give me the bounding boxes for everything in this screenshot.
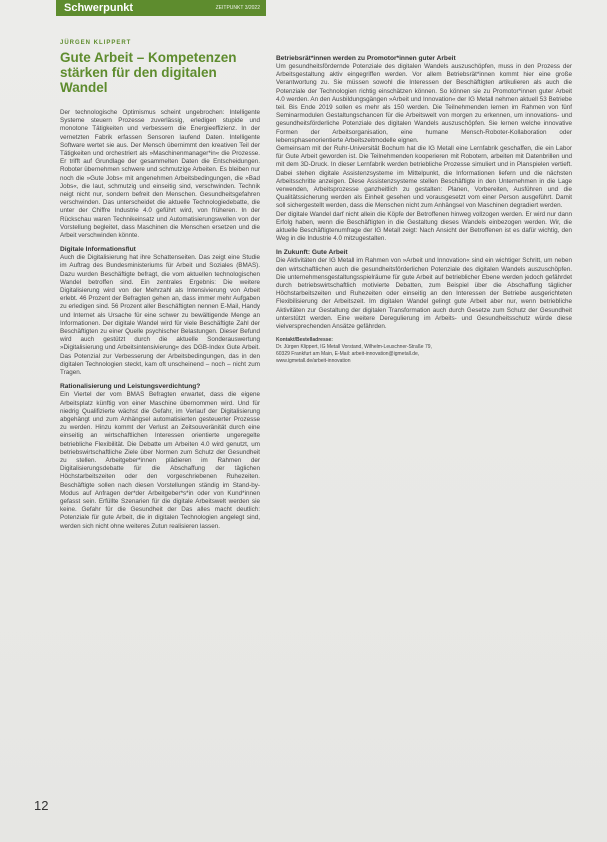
paragraph-zukunft: Die Aktivitäten der IG Metall im Rahmen von »Arbeit und Innovation« sind ein wichtiger Schritt, um neben den wirtschaftlichen auch die gesundheitsförderlichen Potenziale des digitalen Wandels auszuschöpfen. Die unternehmensgestaltungsspielräume für gute Arbeit auf betrieblicher Ebene werden jedoch gefährdet durch betriebswirtschaftlich motivierte Debatten, zum Beispiel über die Abschaffung täglicher Höchstarbeitszeiten und Ruhezeiten oder einseitig an den Interessen der Betriebe ausgerichteten Flexibilisierung der Arbeitszeit. Im digitalen Wandel gelingt gute Arbeit aber nur, wenn betriebliche Aktivitäten zur Gestaltung der digitalen Transformation auch durch Gesetze zum Schutz der Gesundheit unterstützt werden. Eine weitere Deregulierung im Arbeits- und Gesundheitsschutz würde diese vielversprechenden Ansätze gefährden. <box>276 257 572 331</box>
subheading-rationalisierung: Rationalisierung und Leistungsverdichtung? <box>60 383 201 391</box>
paragraph-betriebsraete-1: Um gesundheitsfördernde Potenziale des digitalen Wandels auszuschöpfen, muss in den Prozess der Arbeitsgestaltung aktiv eingegriffen werden. Vor allem Betriebsrät*innen kommt hier eine große Verantwortung zu. Sie müssen sowohl die Interessen der Beschäftigten artikulieren als auch die Potenziale der Technologien richtig einschätzen können. So können sie zu Promotor*innen guter Arbeit 4.0 werden. An den Ausbildungsgängen »Arbeit und Innovation« der IG Metall nehmen aktuell 53 Betriebe teil. Bis Ende 2019 sollen es mehr als 150 werden. Die Teilnehmenden lernen im Rahmen von fünf Seminarmodulen Gestaltungschancen für die Arbeitswelt von morgen zu erkennen, um innovations- und gesundheitsförderliche Potenziale des digitalen Wandels auszuschöpfen. Sie lernen welche innovative Formen der Arbeitsorganisation, eine humane Mensch-Roboter-Kollaboration oder lebensphasenorientierte Arbeitszeitmodelle eignen. <box>276 63 572 144</box>
contact-block <box>276 337 572 365</box>
section-label: Schwerpunkt <box>64 2 134 14</box>
paragraph-betriebsraete-2: Gemeinsam mit der Ruhr-Universität Bochum hat die IG Metall eine Lernfabrik geschaffen, die ein Labor für Gute Arbeit geworden ist. Die Teilnehmenden kooperieren mit Robotern, arbeiten mit Datenbrillen und mit dem 3D-Druck. In dieser Lernfabrik werden betriebliche Prozesse simuliert und in Planspielen vertieft. Dabei stehen digitale Assistenzsysteme im Mittelpunkt, die Informationen liefern und die nächsten Arbeitsschritte anzeigen. Diese Assistenzsysteme stellen Beschäftigte in den Unternehmen in die Lage verwenden, Arbeitsprozesse ganzheitlich zu gestalten: Planen, Vorbereiten, Ausführen und die Qualitätssicherung werden als Einheit gesehen und vorausgesetzt vom einer Person ausgeführt. Damit soll sichergestellt werden, dass die Menschen nicht zum Anhängsel von Maschinen degradiert werden. <box>276 145 572 210</box>
contact-link[interactable]: www.igmetall.de/arbeit-innovation <box>276 358 351 365</box>
issue-label: ZEITPUNKT 3/2022 <box>215 5 260 11</box>
intro-paragraph: Der technologische Optimismus scheint ungebrochen: Intelligente Systeme steuern Prozesse zuverlässig, erledigen stupide und monotone Tätigkeiten und verbessern die Energieeffizienz. In der vernetzten Fabrik erfassen Sensoren laufend Daten. Intelligente Software wertet sie aus. Der Mensch übernimmt den kreativen Teil der Tätigkeiten und orchestriert als »Maschinenmanager*in« die Prozesse. Er trifft auf Grundlage der gesammelten Daten die Entscheidungen. Roboter übernehmen schwere und schmutzige Arbeiten. Es bleiben nur noch die »Gute Jobs« mit angenehmen Arbeitsbedingungen, die »Bad Jobs«, die laut, schmutzig und einseitig sind, verschwinden. Technik neigt nicht nur, sondern befreit den Menschen. Gesundheitsgefahren verschwinden. Das unterscheidet die aktuelle Technologiedebatte, die unter der Chiffre Industrie 4.0 geführt wird, von früheren. In der Rückschau waren Technikeinsatz und Automatisierungswellen von der Vorstellung begleitet, dass Maschinen die Menschen ersetzen und die Arbeit verschwinden könnte. <box>60 109 260 240</box>
contact-line: Dr. Jürgen Klippert, IG Metall Vorstand, Wilhelm-Leuschner-Straße 79, <box>276 344 432 351</box>
contact-line: 60329 Frankfurt am Main, E-Mail: arbeit-innovation@igmetall.de, <box>276 351 420 358</box>
right-column <box>276 55 572 365</box>
article-author: JÜRGEN KLIPPERT <box>60 40 132 46</box>
paragraph-rationalisierung: Ein Viertel der vom BMAS Befragten erwartet, dass die eigene Arbeitsplatz künftig von einer Maschine übernommen wird. Und für niedrig Qualifizierte wächst die Gefahr, im Verlauf der Digitalisierung abgehängt und zum Anhängsel automatisierten gesteuerter Prozesse zu werden. Hinzu kommt der Verlust an Zeitsouveränität durch eine einseitig an wirtschaftlichen Interessen orientierte ungeregelte betriebliche Flexibilität. Die Debatte um Arbeiten 4.0 wird genutzt, um betriebswirtschaftliche Ziele über Normen zum Schutz der Gesundheit zu stellen. Arbeitgeber*innen plädieren im Rahmen der Digitalisierungsdebatte für die Abschaffung der täglichen Höchstarbeitszeiten oder den vorgeschriebenen Ruhezeiten. Beschäftigte sollen nach diesen Vorstellungen ständig im Stand-by-Modus auf Anfragen der*der Arbeitgeber*s*in oder von Kund*innen gefasst sein. Erfüllte Szenarien für die digitale Arbeitswelt werden sie keine. Gefahr für die Gesundheit der Das alles macht deutlich: Potenziale für gute Arbeit, die in digitalen Technologien angelegt sind, werden sich nicht ohne weiteres Zutun realisieren lassen. <box>60 391 260 530</box>
subheading-zukunft: In Zukunft: Gute Arbeit <box>276 249 348 257</box>
subheading-betriebsraete: Betriebsrät*innen werden zu Promotor*innen guter Arbeit <box>276 55 456 62</box>
article-title: Gute Arbeit – Kompetenzen stärken für den digitalen Wandel <box>60 50 237 95</box>
contact-heading: Kontakt/Bestelladresse: <box>276 337 333 344</box>
page-number: 12 <box>34 798 49 813</box>
paragraph-betriebsraete-3: Der digitale Wandel darf nicht allein die Köpfe der Betroffenen hinweg vollzogen werden. Er wird nur dann Erfolg haben, wenn die Beschäftigten in die Gestaltung dieses Wandels einbezogen werden. Wir, die aktuelle Beschäftigtenumfrage der IG Metall zeigt: Nach Ansicht der Betroffenen ist es dafür wichtig, den Weg in die Industrie 4.0 mitzugestalten. <box>276 210 572 243</box>
left-column <box>60 40 260 531</box>
paragraph-informationsflut: Auch die Digitalisierung hat ihre Schattenseiten. Das zeigt eine Studie im Auftrag des Bundesministeriums für Arbeit und Soziales (BMAS). Dazu wurden Beschäftigte befragt, die vom aktuellen technologischen Wandel betroffen sind. Ein zentrales Ergebnis: Die weitere Digitalisierung wird von der Mehrzahl als Intensivierung von Arbeit erlebt. 46 Prozent der Befragten gehen an, dass immer mehr Aufgaben zu erledigen sind. 56 Prozent aller Beschäftigten nennen E-Mail, Handy und Internet als Ursache für eine schwer zu bewältigende Menge an Informationen. Der digitale Wandel wird für viele Beschäftigte Zahl der Beschäftigten zu einer Quelle psychischer Belastungen. Dieser Befund wird auch gestützt durch die aktuelle Sonderauswertung »Digitalisierung und Arbeitsintensivierung« des DGB-Index Gute Arbeit. Das Potenzial zur Verbesserung der Arbeitsbedingungen, das in den digitalen Technologien steckt, kam oft unscheinend – noch – nicht zum Tragen. <box>60 254 260 377</box>
subheading-informationsflut: Digitale Informationsflut <box>60 246 136 254</box>
section-header-bar <box>56 0 266 16</box>
